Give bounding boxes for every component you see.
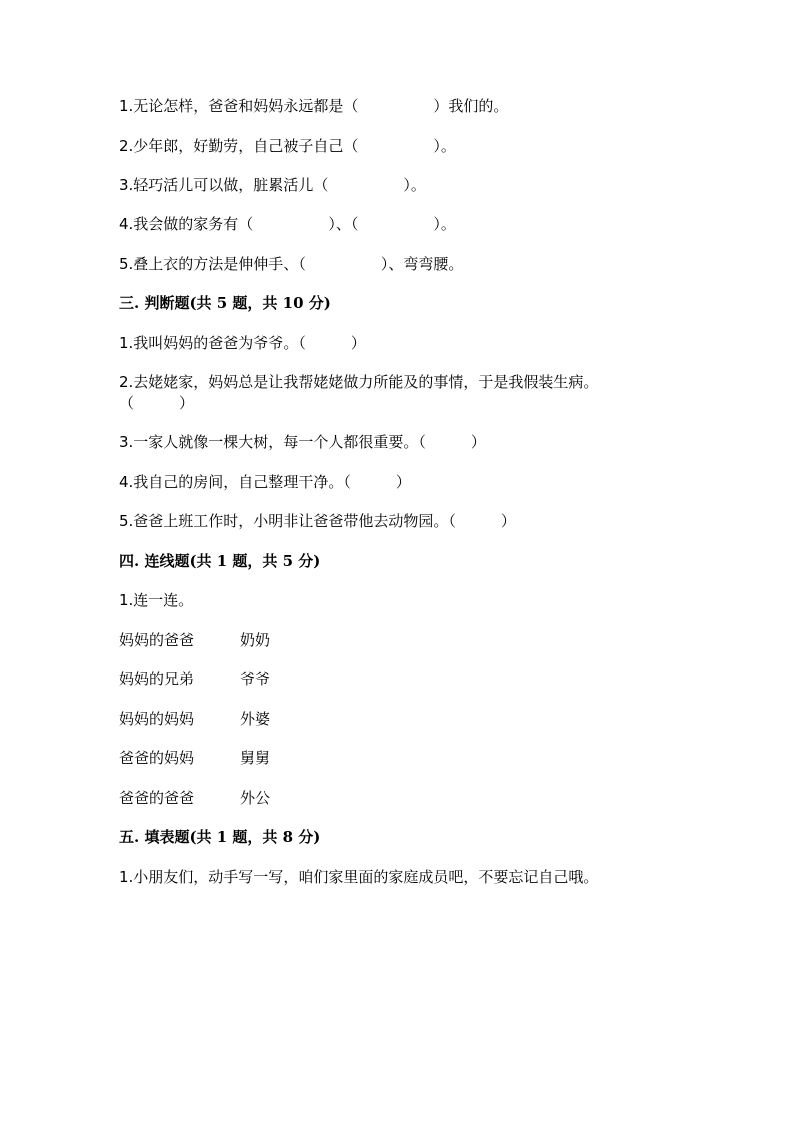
match-right-item: 奶奶	[240, 631, 271, 649]
match-right-item: 爷爷	[240, 670, 271, 688]
judge-item-2: 2.去姥姥家，妈妈总是让我帮姥姥做力所能及的事情，于是我假装生病。	[119, 373, 599, 391]
fill-blank-item-1: 1.无论怎样，爸爸和妈妈永远都是（ ）我们的。	[119, 97, 509, 115]
judge-item-2-blank: （ ）	[119, 394, 195, 412]
fill-blank-item-2: 2.少年郎，好勤劳，自己被子自己（ ）。	[119, 137, 456, 155]
match-right-item: 舅舅	[240, 749, 271, 767]
match-left-item: 妈妈的妈妈	[119, 710, 195, 728]
match-left-item: 妈妈的兄弟	[119, 670, 195, 688]
table-fill-prompt: 1.小朋友们，动手写一写，咱们家里面的家庭成员吧，不要忘记自己哦。	[119, 868, 599, 886]
match-left-item: 爸爸的妈妈	[119, 749, 195, 767]
fill-blank-item-4: 4.我会做的家务有（ ）、（ ）。	[119, 215, 456, 233]
judge-item-3: 3.一家人就像一棵大树，每一个人都很重要。（ ）	[119, 433, 486, 451]
judge-item-5: 5.爸爸上班工作时，小明非让爸爸带他去动物园。（ ）	[119, 512, 516, 530]
match-right-item: 外婆	[240, 710, 271, 728]
match-left-item: 妈妈的爸爸	[119, 631, 195, 649]
judge-item-1: 1.我叫妈妈的爸爸为爷爷。（ ）	[119, 334, 366, 352]
judge-item-4: 4.我自己的房间，自己整理干净。（ ）	[119, 473, 411, 491]
match-prompt: 1.连一连。	[119, 591, 194, 609]
section-match-heading: 四. 连线题(共 1 题，共 5 分)	[119, 552, 321, 570]
fill-blank-item-5: 5.叠上衣的方法是伸伸手、（ ）、弯弯腰。	[119, 255, 464, 273]
section-table-heading: 五. 填表题(共 1 题，共 8 分)	[119, 828, 321, 846]
section-judge-heading: 三. 判断题(共 5 题，共 10 分)	[119, 294, 331, 312]
fill-blank-item-3: 3.轻巧活儿可以做，脏累活儿（ ）。	[119, 176, 426, 194]
match-right-item: 外公	[240, 789, 271, 807]
match-left-item: 爸爸的爸爸	[119, 789, 195, 807]
